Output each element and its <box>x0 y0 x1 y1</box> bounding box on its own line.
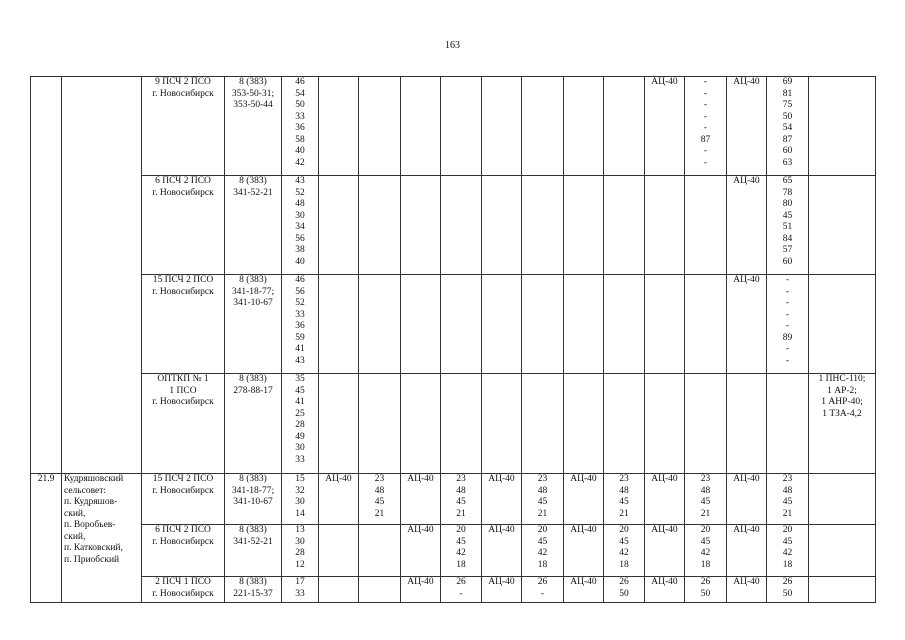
time-cell: 26 50 <box>685 577 727 603</box>
extra-equipment-cell <box>809 275 876 374</box>
apparatus-cell <box>645 374 685 474</box>
arrival-time-cell: 15 32 30 14 <box>282 474 319 525</box>
time-cell: - - - - - 87 - - <box>685 77 727 176</box>
time-cell <box>359 275 401 374</box>
apparatus-cell: АЦ-40 <box>645 474 685 525</box>
arrival-time-cell: 43 52 48 30 34 56 38 40 <box>282 176 319 275</box>
apparatus-cell <box>564 176 604 275</box>
apparatus-cell: АЦ-40 <box>564 525 604 577</box>
apparatus-cell: АЦ-40 <box>401 577 441 603</box>
time-cell <box>685 374 727 474</box>
unit-cell: ОПТКП № 1 1 ПСО г. Новосибирск <box>142 374 225 474</box>
arrival-time-cell: 17 33 <box>282 577 319 603</box>
phone-cell: 8 (383) 341-52-21 <box>225 176 282 275</box>
unit-cell: 2 ПСЧ 1 ПСО г. Новосибирск <box>142 577 225 603</box>
time-cell <box>522 374 564 474</box>
table-row <box>31 176 876 275</box>
municipality-cell <box>62 77 142 474</box>
apparatus-cell <box>482 275 522 374</box>
time-cell <box>604 374 645 474</box>
apparatus-cell: АЦ-40 <box>482 474 522 525</box>
table-row <box>31 474 876 525</box>
extra-equipment-cell <box>809 525 876 577</box>
time-cell <box>604 176 645 275</box>
apparatus-cell <box>645 275 685 374</box>
time-cell: 69 81 75 50 54 87 60 63 <box>767 77 809 176</box>
unit-cell: 15 ПСЧ 2 ПСО г. Новосибирск <box>142 275 225 374</box>
time-cell <box>522 275 564 374</box>
time-cell <box>441 275 482 374</box>
apparatus-cell: АЦ-40 <box>482 525 522 577</box>
time-cell <box>441 374 482 474</box>
apparatus-cell <box>401 77 441 176</box>
page-number: 163 <box>445 40 460 51</box>
unit-cell: 9 ПСЧ 2 ПСО г. Новосибирск <box>142 77 225 176</box>
apparatus-cell: АЦ-40 <box>401 474 441 525</box>
apparatus-cell <box>727 374 767 474</box>
apparatus-cell: АЦ-40 <box>645 525 685 577</box>
apparatus-cell <box>401 275 441 374</box>
apparatus-cell <box>482 77 522 176</box>
time-cell: 20 45 42 18 <box>441 525 482 577</box>
time-cell <box>685 176 727 275</box>
time-cell: 20 45 42 18 <box>604 525 645 577</box>
apparatus-cell <box>401 176 441 275</box>
apparatus-cell: АЦ-40 <box>727 474 767 525</box>
apparatus-cell: АЦ-40 <box>564 577 604 603</box>
apparatus-cell <box>319 77 359 176</box>
extra-equipment-cell <box>809 577 876 603</box>
row-number-cell: 21.9 <box>31 474 62 603</box>
time-cell <box>359 77 401 176</box>
phone-cell: 8 (383) 341-18-77; 341-10-67 <box>225 275 282 374</box>
time-cell <box>767 374 809 474</box>
apparatus-cell: АЦ-40 <box>319 474 359 525</box>
time-cell: 20 45 42 18 <box>685 525 727 577</box>
time-cell <box>604 77 645 176</box>
unit-cell: 6 ПСЧ 2 ПСО г. Новосибирск <box>142 525 225 577</box>
apparatus-cell <box>482 374 522 474</box>
extra-equipment-cell <box>809 77 876 176</box>
apparatus-cell <box>482 176 522 275</box>
time-cell: 23 48 45 21 <box>522 474 564 525</box>
apparatus-cell <box>319 525 359 577</box>
apparatus-cell <box>319 577 359 603</box>
apparatus-cell: АЦ-40 <box>645 577 685 603</box>
extra-equipment-cell: 1 ПНС-110; 1 АР-2; 1 АНР-40; 1 ТЗА-4,2 <box>809 374 876 474</box>
apparatus-cell <box>319 374 359 474</box>
extra-equipment-cell <box>809 176 876 275</box>
apparatus-cell: АЦ-40 <box>727 525 767 577</box>
time-cell: 20 45 42 18 <box>767 525 809 577</box>
time-cell <box>359 577 401 603</box>
apparatus-cell: АЦ-40 <box>727 77 767 176</box>
table-row <box>31 374 876 474</box>
deployment-table <box>30 76 876 603</box>
phone-cell: 8 (383) 341-52-21 <box>225 525 282 577</box>
time-cell: 26 - <box>441 577 482 603</box>
apparatus-cell <box>401 374 441 474</box>
time-cell <box>441 176 482 275</box>
arrival-time-cell: 46 54 50 33 36 58 40 42 <box>282 77 319 176</box>
extra-equipment-cell <box>809 474 876 525</box>
apparatus-cell <box>319 275 359 374</box>
time-cell: 23 48 45 21 <box>685 474 727 525</box>
table-row <box>31 525 876 577</box>
apparatus-cell <box>564 77 604 176</box>
apparatus-cell: АЦ-40 <box>727 275 767 374</box>
unit-cell: 15 ПСЧ 2 ПСО г. Новосибирск <box>142 474 225 525</box>
time-cell: 23 48 45 21 <box>359 474 401 525</box>
municipality-cell: Кудряшовский сельсовет: п. Кудряшов- ский, п. Воробьев- ский, п. Катковский, п. Приобский <box>62 474 142 603</box>
time-cell <box>604 275 645 374</box>
unit-cell: 6 ПСЧ 2 ПСО г. Новосибирск <box>142 176 225 275</box>
apparatus-cell: АЦ-40 <box>727 577 767 603</box>
phone-cell: 8 (383) 341-18-77; 341-10-67 <box>225 474 282 525</box>
table-row <box>31 275 876 374</box>
time-cell: 26 - <box>522 577 564 603</box>
time-cell: 65 78 80 45 51 84 57 60 <box>767 176 809 275</box>
time-cell <box>359 525 401 577</box>
apparatus-cell: АЦ-40 <box>482 577 522 603</box>
phone-cell: 8 (383) 278-88-17 <box>225 374 282 474</box>
time-cell <box>522 77 564 176</box>
apparatus-cell <box>645 176 685 275</box>
time-cell: 23 48 45 21 <box>767 474 809 525</box>
phone-cell: 8 (383) 221-15-37 <box>225 577 282 603</box>
time-cell: 23 48 45 21 <box>441 474 482 525</box>
time-cell: - - - - - 89 - - <box>767 275 809 374</box>
time-cell: 23 48 45 21 <box>604 474 645 525</box>
time-cell <box>359 176 401 275</box>
time-cell <box>522 176 564 275</box>
time-cell <box>441 77 482 176</box>
apparatus-cell: АЦ-40 <box>401 525 441 577</box>
apparatus-cell: АЦ-40 <box>727 176 767 275</box>
apparatus-cell <box>319 176 359 275</box>
table-row <box>31 77 876 176</box>
table-row <box>31 577 876 603</box>
arrival-time-cell: 35 45 41 25 28 49 30 33 <box>282 374 319 474</box>
apparatus-cell: АЦ-40 <box>564 474 604 525</box>
phone-cell: 8 (383) 353-50-31; 353-50-44 <box>225 77 282 176</box>
arrival-time-cell: 46 56 52 33 36 59 41 43 <box>282 275 319 374</box>
apparatus-cell: АЦ-40 <box>645 77 685 176</box>
arrival-time-cell: 13 30 28 12 <box>282 525 319 577</box>
time-cell: 26 50 <box>767 577 809 603</box>
time-cell <box>359 374 401 474</box>
time-cell: 26 50 <box>604 577 645 603</box>
row-number-cell <box>31 77 62 474</box>
apparatus-cell <box>564 275 604 374</box>
apparatus-cell <box>564 374 604 474</box>
time-cell <box>685 275 727 374</box>
time-cell: 20 45 42 18 <box>522 525 564 577</box>
